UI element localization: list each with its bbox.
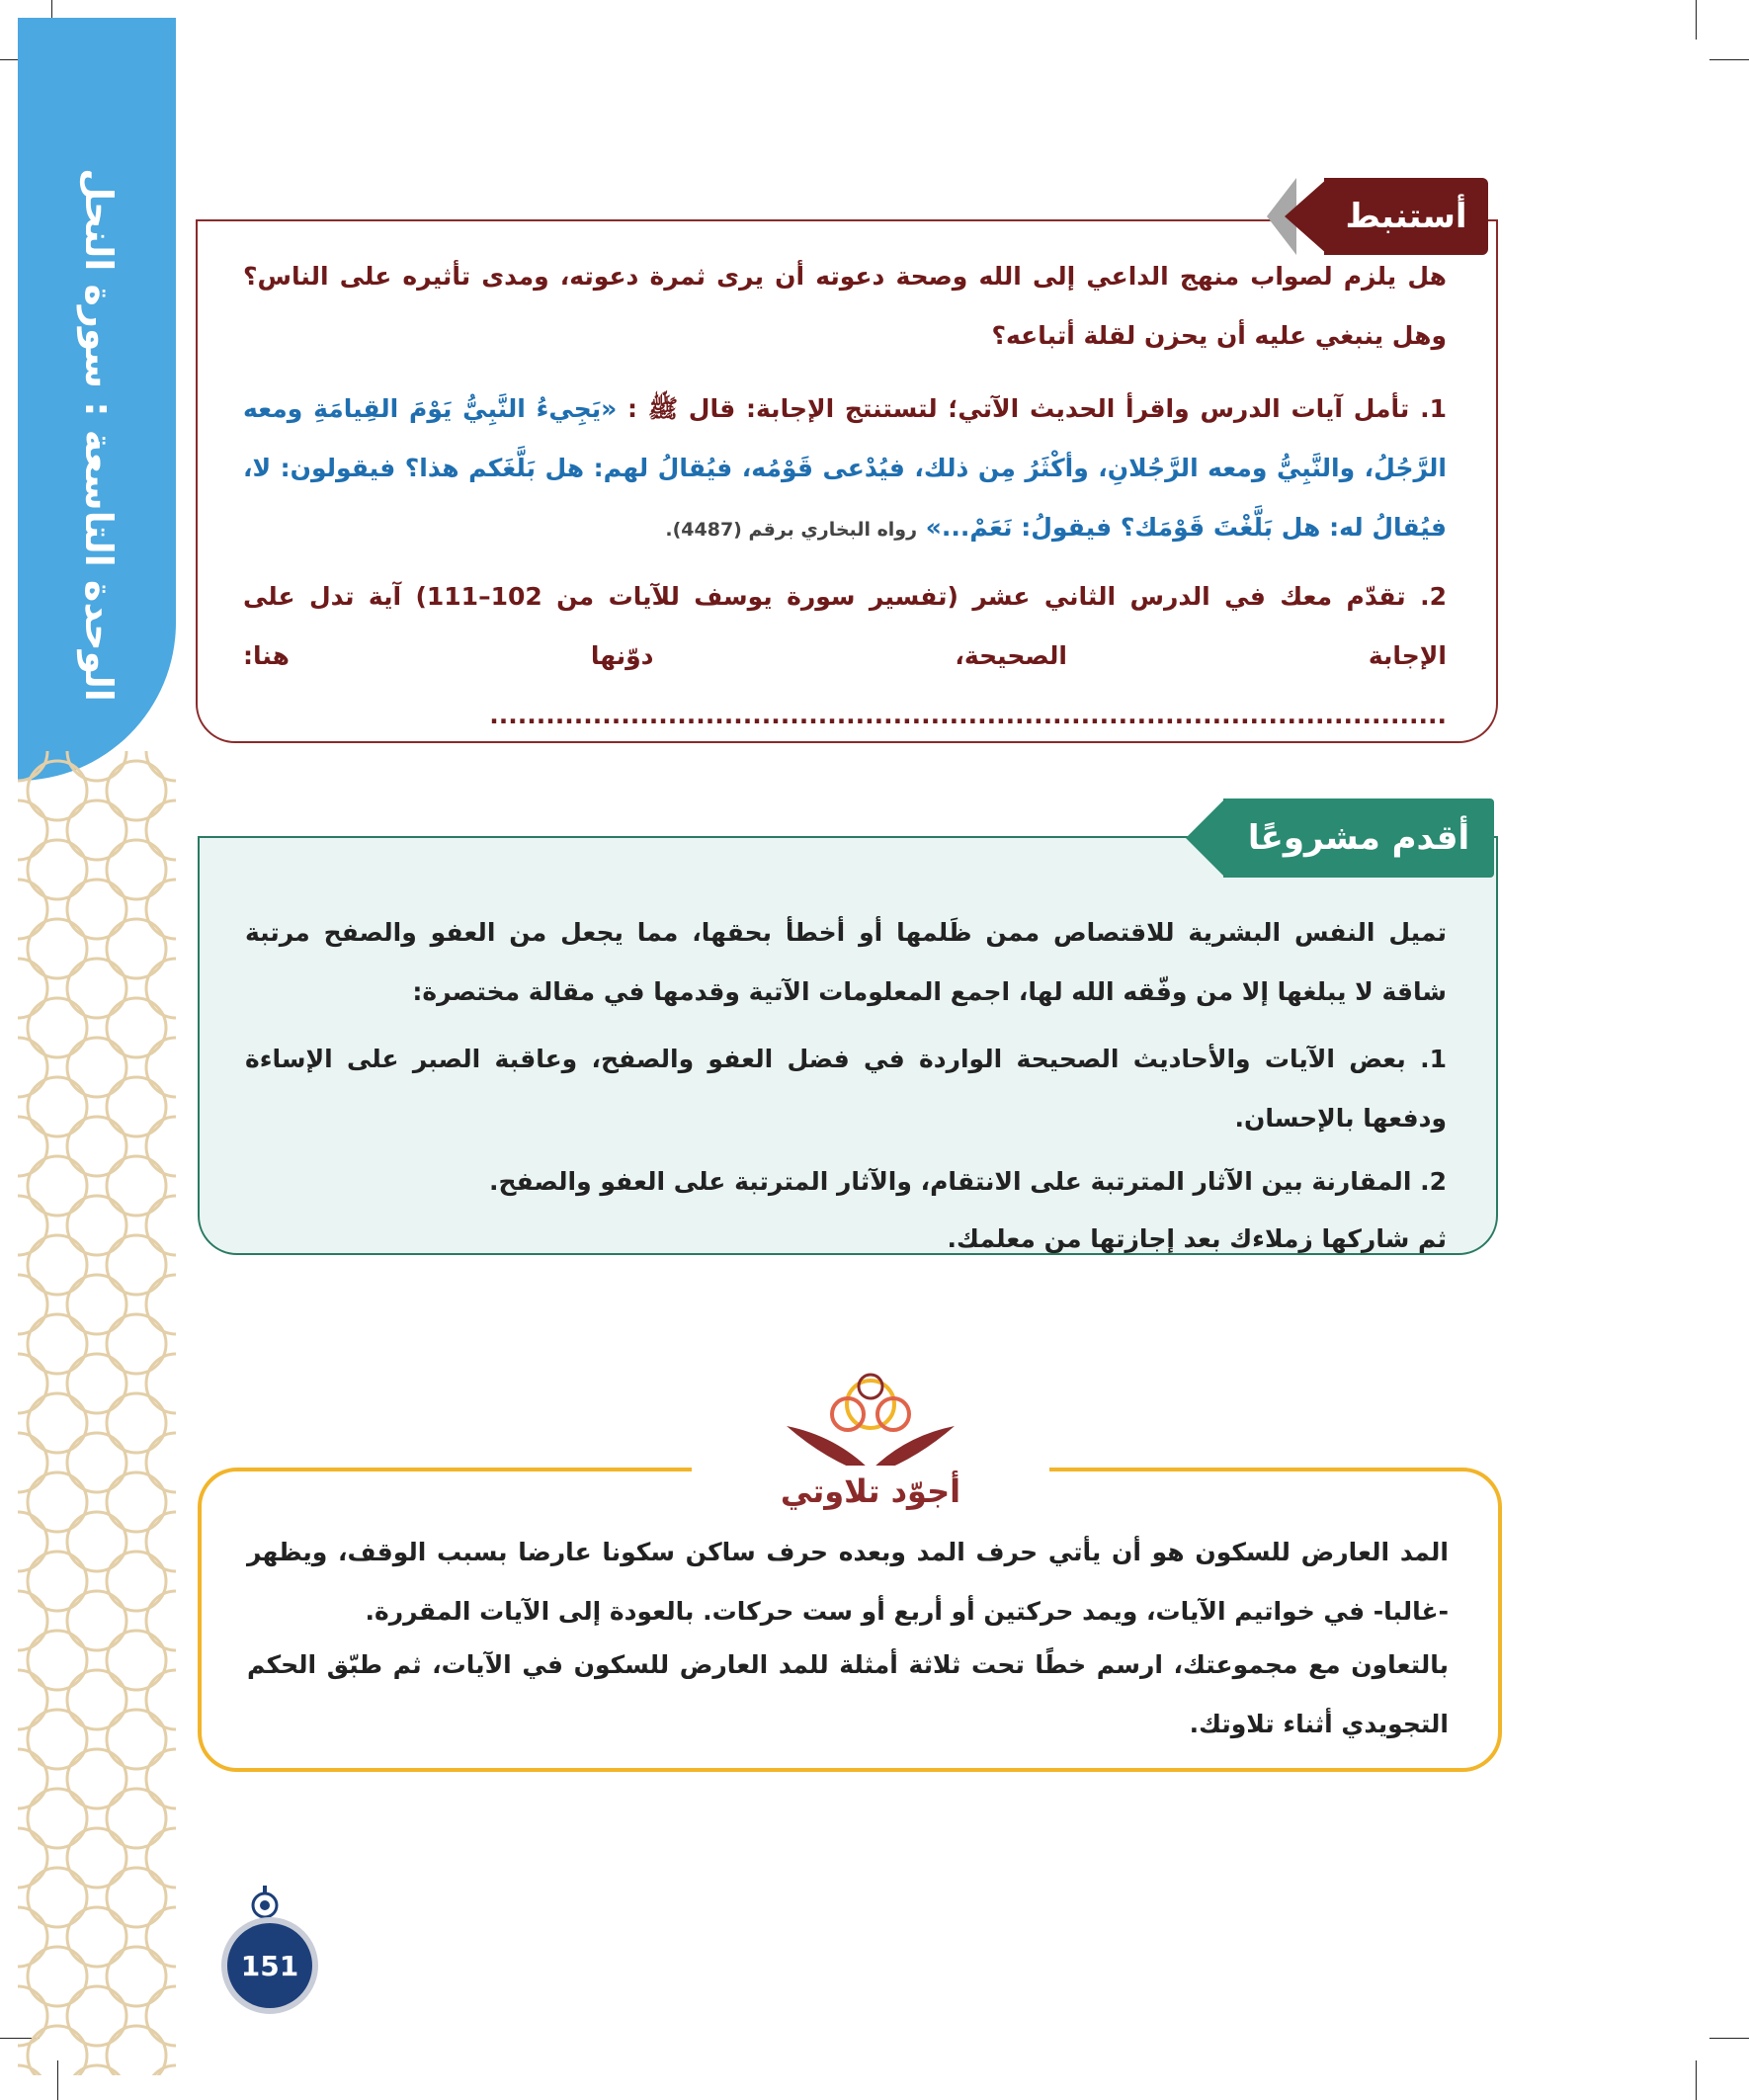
deduce-box bbox=[196, 219, 1498, 743]
recitation-paragraph-2: بالتعاون مع مجموعتك، ارسم خطًا تحت ثلاثة أمثلة للمد العارض للسكون في الآيات، ثم طبّق الحكم التجويدي أثناء تلاوتك. bbox=[247, 1650, 1449, 1738]
project-label-chevron bbox=[1186, 798, 1225, 878]
crop-mark bbox=[1709, 59, 1749, 60]
deduce-item-1 bbox=[243, 379, 1447, 559]
deduce-intro: هل يلزم لصواب منهج الداعي إلى الله وصحة دعوته أن يرى ثمرة دعوته، ومدى تأثيره على الناس؟ وهل ينبغي عليه أن يحزن لقلة أتباعه؟ bbox=[243, 262, 1447, 350]
project-box bbox=[198, 836, 1498, 1255]
deduce-label: أستنبط bbox=[1324, 178, 1488, 255]
project-intro: تميل النفس البشرية للاقتصاص ممن ظَلمها أو أخطأ بحقها، مما يجعل من العفو والصفح مرتبة شاقة لا يبلغها إلا من وفّقه الله لها، اجمع المعلومات الآتية وقدمها في مقالة مختصرة: bbox=[245, 918, 1447, 1006]
project-label: أقدم مشروعًا bbox=[1223, 798, 1494, 878]
deduce-label-chevron bbox=[1285, 178, 1328, 255]
recitation-emblem-icon bbox=[777, 1367, 964, 1475]
project-closing: ثم شاركها زملاءك بعد إجازتها من معلمك. bbox=[947, 1224, 1447, 1253]
unit-title bbox=[59, 168, 138, 702]
project-item-1: 1. بعض الآيات والأحاديث الصحيحة الواردة في فضل العفو والصفح، وعاقبة الصبر على الإساءة ودفعها بالإحسان. bbox=[245, 1045, 1447, 1133]
unit-title-text: الوحدة التاسعة : سورة النحل bbox=[77, 168, 121, 702]
crop-mark bbox=[1696, 0, 1697, 40]
crop-mark bbox=[1709, 2038, 1749, 2039]
crop-mark bbox=[1696, 2060, 1697, 2100]
recitation-paragraph-1: المد العارض للسكون هو أن يأتي حرف المد وبعده حرف ساكن سكونا عارضا بسبب الوقف، ويظهر -غالبا- في خواتيم الآيات، ويمد حركتين أو أربع أو ست حركات. بالعودة إلى الآيات المقررة. bbox=[247, 1538, 1449, 1626]
project-item-2: 2. المقارنة بين الآثار المترتبة على الانتقام، والآثار المترتبة على العفو والصفح. bbox=[489, 1167, 1447, 1196]
hadith-reference: رواه البخاري برقم (4487). bbox=[665, 519, 918, 541]
page-number: 151 bbox=[221, 1917, 318, 2014]
hadith-text: «يَجِيءُ النَّبِيُّ يَوْمَ القِيامَةِ ومعه الرَّجُلُ، والنَّبِيُّ ومعه الرَّجُلانِ، وأكْثَرُ مِن ذلك، فيُدْعى قَوْمُه، فيُقالُ لهم: هل بَلَّغَكم هذا؟ فيقولون: لا، فيُقالُ له: هل بَلَّغْتَ قَوْمَك؟ فيقولُ: نَعَمْ...» bbox=[243, 394, 1447, 542]
deduce-item-2: 2. تقدّم معك في الدرس الثاني عشر (تفسير سورة يوسف للآيات من 102–111) آية تدل على الإجابة الصحيحة، دوّنها هنا: ...................................................................................................... bbox=[243, 582, 1447, 729]
recitation-label: أجوّد تلاوتي bbox=[692, 1466, 1049, 1517]
deduce-item-1-lead: 1. تأمل آيات الدرس واقرأ الحديث الآتي؛ لتستنتج الإجابة: قال ﷺ : bbox=[627, 394, 1447, 423]
sidebar-ornament-pattern bbox=[18, 751, 176, 2075]
